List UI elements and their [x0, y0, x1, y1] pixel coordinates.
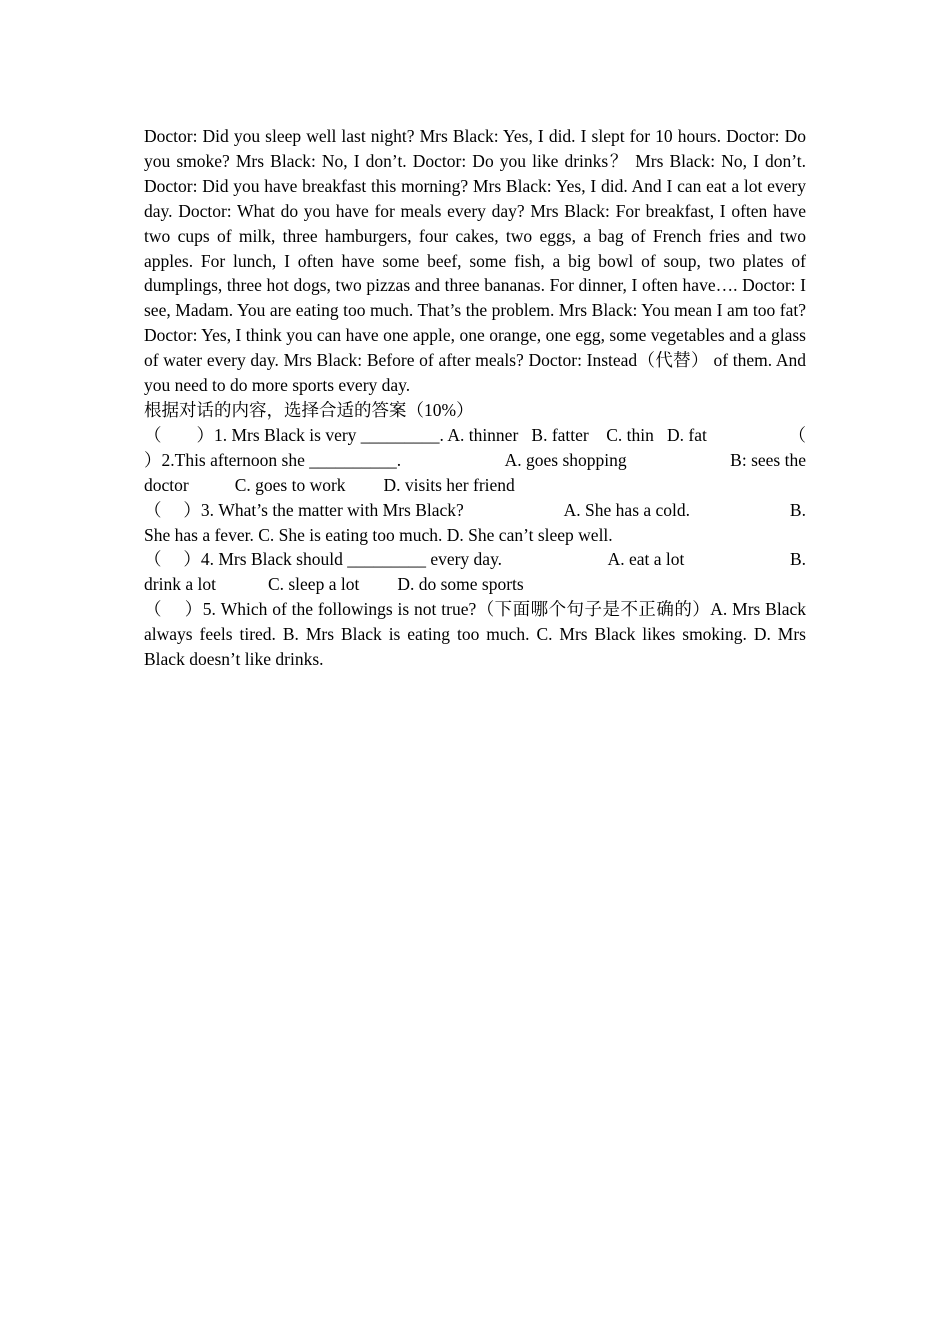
question-2-option-b: B: sees the — [730, 449, 806, 470]
question-4-stem: （ ）4. Mrs Black should _________ every day. — [144, 549, 503, 570]
question-1-line — [144, 423, 806, 448]
question-2-option-a: A. goes shopping — [504, 449, 627, 470]
dialogue-passage: Doctor: Did you sleep well last night? Mrs Black: Yes, I did. I slept for 10 hours. Doctor: Do you smoke? Mrs Black: No, I don’t. Doctor: Do you like drinks？ Mrs Black: No, I don’t. Doctor: Did you have breakfast this morning? Mrs Black: Yes, I did. And I can eat a lot every day. Doctor: What do you have for meals every day? Mrs Black: For breakfast, I often have two cups of milk, three hamburgers, four cakes, two eggs, a bag of French fries and two apples. For lunch, I often have some beef, some fish, a big bowl of soup, two plates of dumplings, three hot dogs, two pizzas and three bananas. For dinner, I often have…. Doctor: I see, Madam. You are eating too much. That’s the problem. Mrs Black: You mean I am too fat? Doctor: Yes, I think you can have one apple, one orange, one egg, some vegetables and a glass of water every day. Mrs Black: Before of after meals? Doctor: Instead（代替） of them. And you need to do more sports every day. — [144, 126, 806, 396]
question-4-option-d: D. do some sports — [397, 574, 524, 595]
question-3-option-b: B. — [789, 499, 806, 520]
question-2-option-d: D. visits her friend — [383, 474, 515, 495]
question-3-line — [144, 498, 806, 523]
question-2-stem: ）2.This afternoon she __________. — [144, 449, 402, 470]
question-2-open-paren: （ — [788, 424, 806, 445]
question-4-options-line — [144, 572, 806, 597]
section-instruction: 根据对话的内容，选择合适的答案（10%） — [144, 399, 474, 420]
question-2-option-c: C. goes to work — [234, 474, 346, 495]
document-page — [144, 124, 806, 672]
question-4-option-c: C. sleep a lot — [267, 574, 360, 595]
question-3-options-line: She has a fever. C. She is eating too much. D. She can’t sleep well. — [144, 524, 613, 545]
question-2-option-b-cont: doctor — [144, 474, 189, 495]
question-2-line — [144, 448, 806, 473]
question-4-option-b: B. — [789, 549, 806, 570]
question-2-options-line — [144, 473, 806, 498]
question-4-line — [144, 547, 806, 572]
question-4-option-a: A. eat a lot — [607, 549, 685, 570]
question-3-option-a: A. She has a cold. — [563, 499, 691, 520]
question-4-option-b-cont: drink a lot — [144, 574, 216, 595]
question-5: （ ）5. Which of the followings is not true?（下面哪个句子是不正确的）A. Mrs Black always feels tired. B. Mrs Black is eating too much. C. Mrs Black likes smoking. D. Mrs Black doesn’t like drinks. — [144, 599, 806, 670]
question-3-stem: （ ）3. What’s the matter with Mrs Black? — [144, 499, 464, 520]
question-1-text: （ ）1. Mrs Black is very _________. A. thinner B. fatter C. thin D. fat — [144, 424, 707, 445]
